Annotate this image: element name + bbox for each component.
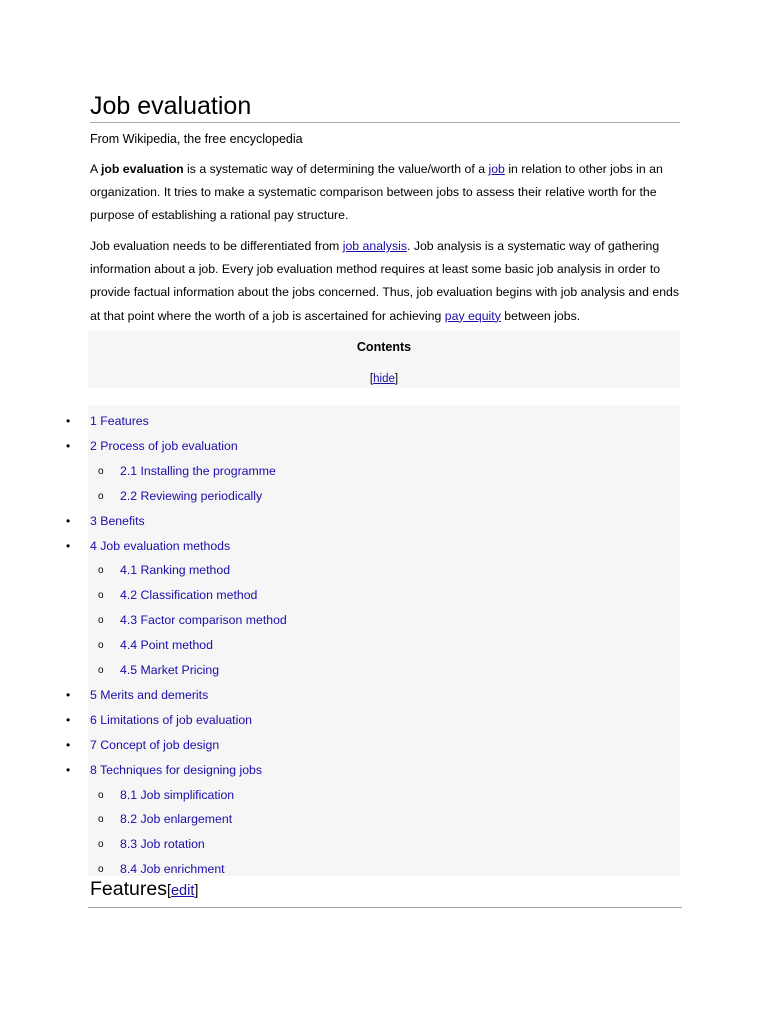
section-heading-features [88,876,682,908]
toc-header [88,331,680,388]
toc-bullet: • [66,514,71,528]
toc-item[interactable]: 8.4 Job enrichment [120,862,225,876]
toc-sub-bullet: o [98,839,104,850]
toc-sub-bullet: o [98,640,104,651]
intro-paragraph-1 [90,158,682,228]
p1-mid: is a systematic way of determining the value/worth of a [183,162,489,176]
toc-item[interactable]: 5 Merits and demerits [90,688,209,702]
toc-bullet: • [66,539,71,553]
toc-sub-bullet: o [98,491,104,502]
job-link[interactable]: job [488,162,505,176]
toc-item[interactable]: 3 Benefits [90,514,145,528]
toc-bullet: • [66,713,71,727]
toc-toggle [88,373,680,385]
toc-title: Contents [356,340,412,354]
page-title: Job evaluation [90,90,680,123]
toc-bullet: • [66,763,71,777]
toc-item[interactable]: 8.2 Job enlargement [120,812,233,826]
toc-sub-bullet: o [98,590,104,601]
toc-item[interactable]: 4.2 Classification method [120,588,258,602]
toc-hide-link[interactable]: hide [373,373,395,385]
edit-close-bracket: ] [194,883,199,899]
p1-suffix: in relation to other jobs in an organization. It tries to make a systematic comparison between jobs to assess their relative worth for the purpose of establishing a rational pay structure. [90,162,663,223]
toc-bullet: • [66,414,71,428]
intro-paragraph-2 [90,235,682,328]
toc-item[interactable]: 4.4 Point method [120,638,213,652]
section-heading-text: Features [90,878,167,900]
p1-bold-term: job evaluation [100,162,184,176]
toc-item[interactable]: 7 Concept of job design [90,738,220,752]
toc-sub-bullet: o [98,665,104,676]
p2-mid: . Job analysis is a systematic way of gathering information about a job. Every job evaluation method requires at least some basic job analysis in order to provide factual information about the jobs concerned. Thus, job evaluation begins with job analysis and ends at that point where the worth of a job is ascertained for achieving [90,239,680,323]
edit-open-bracket: [ [166,883,171,899]
edit-section-link-wrapper [167,883,198,899]
toc-item[interactable]: 6 Limitations of job evaluation [90,713,253,727]
p2-suffix: between jobs. [500,308,581,323]
job-analysis-link[interactable]: job analysis [342,239,407,253]
p2-prefix: Job evaluation needs to be differentiated from [90,239,343,253]
toc-item[interactable]: 4 Job evaluation methods [90,539,231,553]
toc-sub-bullet: o [98,864,104,875]
toc-sub-bullet: o [98,615,104,626]
toc-item[interactable]: 4.1 Ranking method [120,563,231,577]
toc-sub-bullet: o [98,814,104,825]
p1-prefix: A [90,162,101,176]
toc-sub-bullet: o [98,466,104,477]
toc-item[interactable]: 8.1 Job simplification [120,788,235,802]
toc-item[interactable]: 8.3 Job rotation [120,837,205,851]
toc-item[interactable]: 2 Process of job evaluation [90,439,238,453]
toc-item[interactable]: 2.1 Installing the programme [120,464,276,478]
toc-toggle-open-bracket: [ [369,373,374,385]
toc-item[interactable]: 8 Techniques for designing jobs [90,763,263,777]
toc-item[interactable]: 4.3 Factor comparison method [120,613,287,627]
toc-sub-bullet: o [98,790,104,801]
tagline: From Wikipedia, the free encyclopedia [90,132,303,146]
toc-bullet: • [66,439,71,453]
toc-item[interactable]: 4.5 Market Pricing [120,663,220,677]
toc-item[interactable]: 2.2 Reviewing periodically [120,489,263,503]
toc-bullet: • [66,738,71,752]
toc-bullet: • [66,688,71,702]
pay-equity-link[interactable]: pay equity [444,308,501,323]
toc-item[interactable]: 1 Features [90,414,149,428]
edit-section-link[interactable]: edit [170,883,195,899]
toc-toggle-close-bracket: ] [394,373,399,385]
toc-sub-bullet: o [98,565,104,576]
